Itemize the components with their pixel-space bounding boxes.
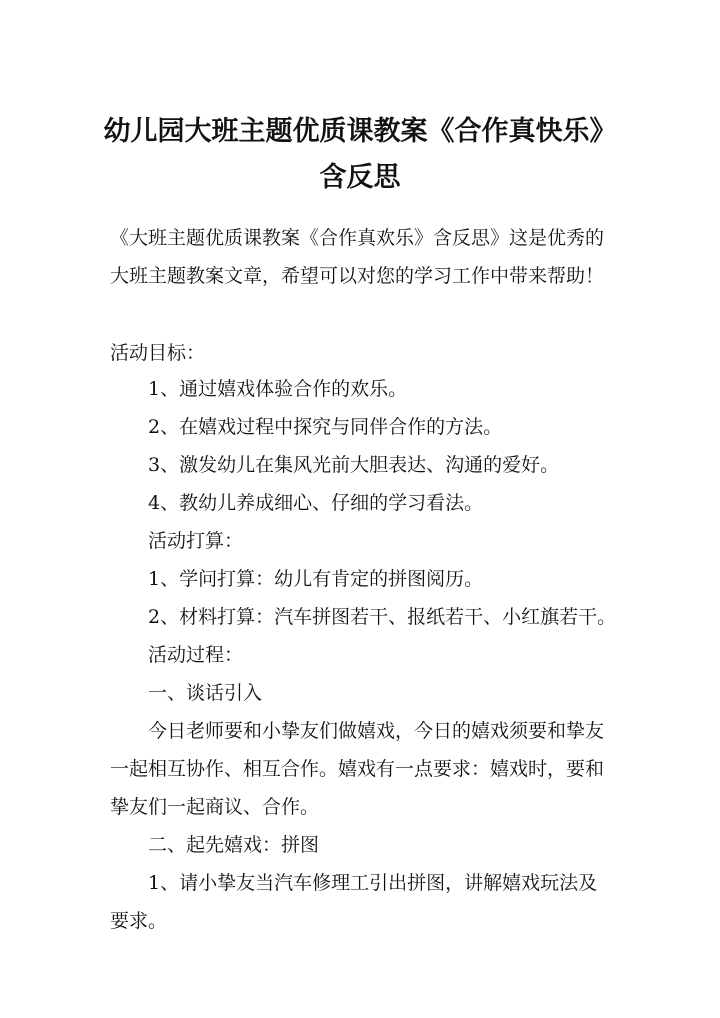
section-1-paragraph-line-1: 今日老师要和小挚友们做嬉戏，今日的嬉戏须要和挚友 xyxy=(148,720,605,742)
goal-item-4: 4、教幼儿养成细心、仔细的学习看法。 xyxy=(148,492,484,514)
intro-line-1: 《大班主题优质课教案《合作真欢乐》含反思》这是优秀的 xyxy=(110,227,605,249)
section-1-paragraph-line-3: 挚友们一起商议、合作。 xyxy=(110,796,320,818)
prep-item-1: 1、学问打算：幼儿有肯定的拼图阅历。 xyxy=(148,568,484,590)
section-1-paragraph-line-2: 一起相互协作、相互合作。嬉戏有一点要求：嬉戏时，要和 xyxy=(110,758,605,780)
section-2-paragraph-line-2: 要求。 xyxy=(110,910,168,932)
goals-heading: 活动目标： xyxy=(110,342,206,364)
prep-item-2: 2、材料打算：汽车拼图若干、报纸若干、小红旗若干。 xyxy=(148,606,617,628)
section-1-title: 一、谈话引入 xyxy=(148,682,263,704)
intro-line-2: 大班主题教案文章，希望可以对您的学习工作中带来帮助！ xyxy=(110,265,605,287)
section-2-title: 二、起先嬉戏：拼图 xyxy=(148,834,320,856)
document-title-line-1: 幼儿园大班主题优质课教案《合作真快乐》 xyxy=(103,116,617,147)
prep-heading: 活动打算： xyxy=(148,530,244,552)
goal-item-3: 3、激发幼儿在集风光前大胆表达、沟通的爱好。 xyxy=(148,454,560,476)
goal-item-2: 2、在嬉戏过程中探究与同伴合作的方法。 xyxy=(148,416,503,438)
section-2-paragraph-line-1: 1、请小挚友当汽车修理工引出拼图，讲解嬉戏玩法及 xyxy=(148,872,598,894)
document-title-line-2: 含反思 xyxy=(319,162,401,193)
process-heading: 活动过程： xyxy=(148,644,244,666)
goal-item-1: 1、通过嬉戏体验合作的欢乐。 xyxy=(148,378,408,400)
